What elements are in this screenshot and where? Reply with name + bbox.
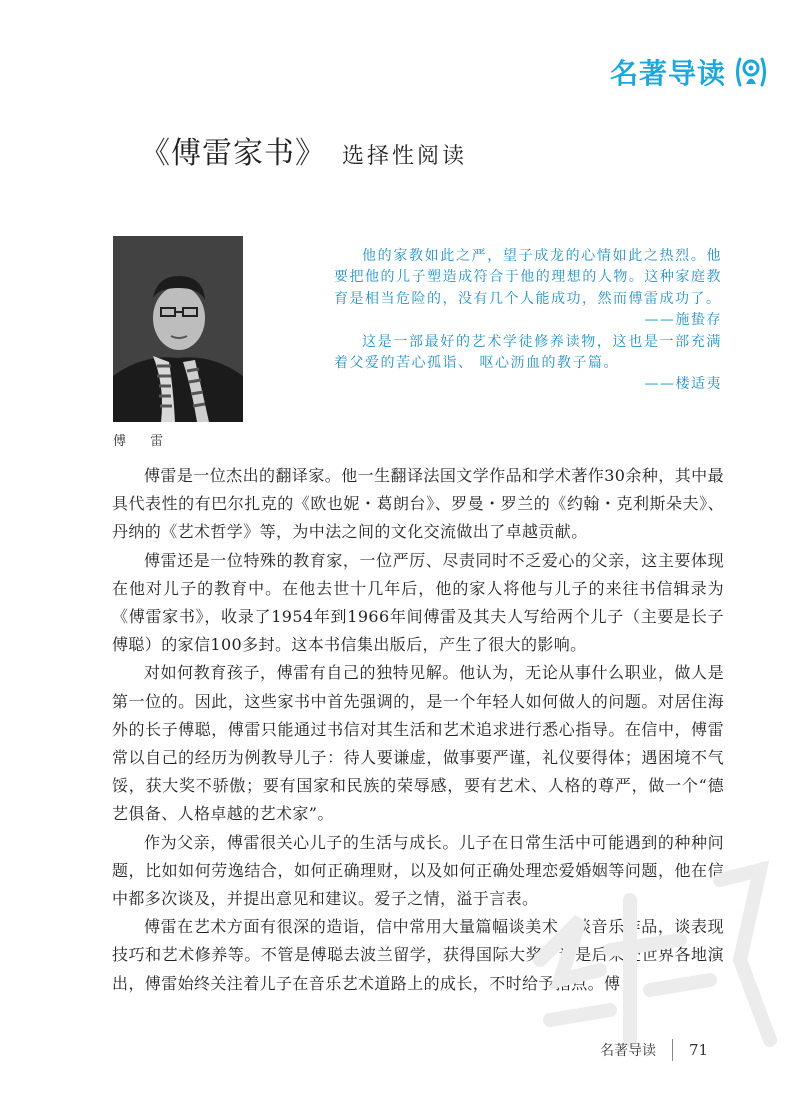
portrait-photo	[113, 236, 243, 422]
section-label: 名著导读	[609, 57, 726, 90]
footer-label: 名著导读	[600, 1043, 656, 1059]
footer-divider	[672, 1039, 673, 1061]
quote-attribution: ——施蛰存	[644, 312, 722, 329]
paragraph: 傅雷在艺术方面有很深的造诣，信中常用大量篇幅谈美术，谈音乐作品，谈表现技巧和艺术修养等。不管是傅聪去波兰留学，获得国际大奖，还是后来赴世界各地演出，傅雷始终关注着儿子在音乐艺术道路上的成长，不时给予指点。傅	[112, 917, 724, 993]
page-footer	[600, 1038, 708, 1062]
quote-text: 这是一部最好的艺术学徒修养读物，这也是一部充满着父爱的苦心孤诣、 呕心沥血的教子篇。	[334, 333, 722, 372]
paragraph: 作为父亲，傅雷很关心儿子的生活与成长。儿子在日常生活中可能遇到的种种问题，比如如何劳逸结合，如何正确理财，以及如何正确处理恋爱婚姻等问题，他在信中都多次谈及，并提出意见和建议。爱子之情，溢于言表。	[112, 832, 724, 909]
paragraph: 傅雷还是一位特殊的教育家，一位严厉、尽责同时不乏爱心的父亲，这主要体现在他对儿子的教育中。在他去世十几年后，他的家人将他与儿子的来往书信辑录为《傅雷家书》，收录了1954年到1966年间傅雷及其夫人写给两个儿子（主要是长子傅聪）的家信100多封。这本书信集出版后，产生了很大的影响。	[112, 550, 724, 655]
title-main: 《傅雷家书》	[140, 136, 326, 171]
quote-attribution: ——楼适夷	[644, 376, 722, 393]
article-title	[140, 128, 700, 188]
quote-text: 他的家教如此之严，望子成龙的心情如此之热烈。他要把他的儿子塑造成符合于他的理想的人物。这种家庭教育是相当危险的，没有几个人能成功，然而傅雷成功了。	[334, 248, 722, 307]
page-number: 71	[689, 1041, 709, 1059]
photo-caption: 傅 雷	[113, 434, 174, 449]
quote-block	[334, 246, 722, 396]
magnifier-person-icon	[734, 55, 768, 89]
title-sub: 选择性阅读	[342, 144, 468, 169]
paragraph: 傅雷是一位杰出的翻译家。他一生翻译法国文学作品和学术著作30余种，其中最具代表性的有巴尔扎克的《欧也妮・葛朗台》、罗曼・罗兰的《约翰・克利斯朵夫》、丹纳的《艺术哲学》等，为中法之间的文化交流做出了卓越贡献。	[112, 466, 724, 542]
section-header	[560, 36, 800, 108]
paragraph: 对如何教育孩子，傅雷有自己的独特见解。他认为，无论从事什么职业，做人是第一位的。因此，这些家书中首先强调的，是一个年轻人如何做人的问题。对居住海外的长子傅聪，傅雷只能通过书信对其生活和艺术追求进行悉心指导。在信中，傅雷常以自己的经历为例教导儿子：待人要谦虚，做事要严谨，礼仪要得体；遇困境不气馁，获大奖不骄傲；要有国家和民族的荣辱感，要有艺术、人格的尊严，做一个“德艺俱备、人格卓越的艺术家”。	[112, 663, 724, 824]
